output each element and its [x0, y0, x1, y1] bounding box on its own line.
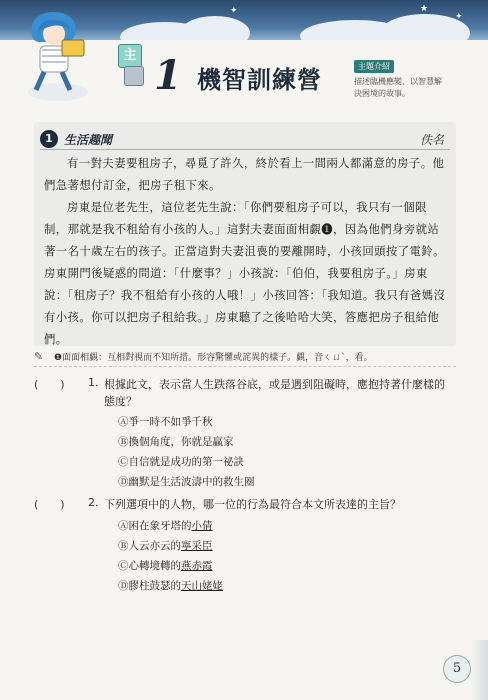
option-c[interactable]: Ⓒ自信就是成功的第一祕訣: [118, 456, 244, 468]
option-b[interactable]: Ⓑ人云亦云的寧采臣: [118, 540, 213, 552]
section-title: 生活趣聞: [64, 133, 113, 147]
question-number: 2.: [88, 496, 99, 509]
option-d[interactable]: Ⓓ膠柱鼓瑟的天山姥姥: [118, 580, 223, 592]
paragraph: 有一對夫妻要租房子，尋覓了許久，終於看上一間兩人都滿意的房子。他們急著想付訂金，把房子租下來。: [44, 156, 445, 192]
option-b[interactable]: Ⓑ換個角度，你就是贏家: [118, 436, 234, 448]
cube-icon: [124, 66, 144, 86]
question-1: [34, 376, 454, 486]
theme-text: 描述臨機應變、以智慧解 決困境的故事。: [354, 77, 442, 98]
option-a[interactable]: Ⓐ爭一時不如爭千秋: [118, 416, 213, 428]
top-banner: ✦ ★ ✦: [0, 0, 488, 40]
question-2: [34, 496, 454, 596]
divider: [40, 149, 450, 150]
divider: [34, 366, 456, 367]
option-a[interactable]: Ⓐ困在象牙塔的小倩: [118, 520, 213, 532]
option-c[interactable]: Ⓒ心轉境轉的燕赤霞: [118, 560, 213, 572]
reading-girl-illustration: [18, 6, 96, 102]
question-text: 下列選項中的人物，哪一位的行為最符合本文所表達的主旨？: [104, 498, 401, 511]
section-badge: 1: [40, 130, 58, 148]
question-text: 根據此文，表示當人生跌落谷底，或是遇到阻礙時，應抱持著什麼樣的態度？: [104, 378, 445, 408]
author: 佚名: [419, 133, 444, 147]
unit-title: 機智訓練營: [197, 66, 322, 94]
paragraph: 房東是位老先生，這位老先生說：「你們要租房子可以，我只有一個限制，那就是我不租給有小孩的人。」這對夫妻面面相覷❶，因為他們身旁就站著一名十歲左右的孩子。正當這對夫妻沮喪的要離開時，小孩回頭按了電鈴。房東開門後疑惑的問道：「什麼事？」小孩說：「伯伯，我要租房子。」房東說：「租房子？我不租給有小孩的人哦！」小孩回答：「我知道。我只有爸媽沒有小孩。你可以把房子租給我。」房東聽了之後哈哈大笑，答應把房子租給他們。: [44, 200, 446, 346]
answer-blank[interactable]: ( ): [34, 378, 65, 391]
pen-icon: ✎: [34, 350, 44, 363]
theme-intro: [354, 54, 464, 100]
theme-label: 主題介紹: [354, 60, 394, 73]
answer-blank[interactable]: ( ): [34, 498, 65, 511]
page-number: 5: [443, 655, 471, 683]
unit-cube-icon: 主: [118, 44, 142, 68]
footnote: ❶面面相覷：互相對視而不知所措。形容驚懼或詫異的樣子。覷，音ㄑㄩˋ，看。: [54, 353, 373, 363]
question-number: 1.: [88, 376, 99, 389]
passage-text: [44, 152, 446, 350]
option-d[interactable]: Ⓓ幽默是生活波濤中的救生圈: [118, 476, 255, 488]
page-corner: [472, 640, 488, 700]
unit-number: 1: [154, 52, 182, 99]
